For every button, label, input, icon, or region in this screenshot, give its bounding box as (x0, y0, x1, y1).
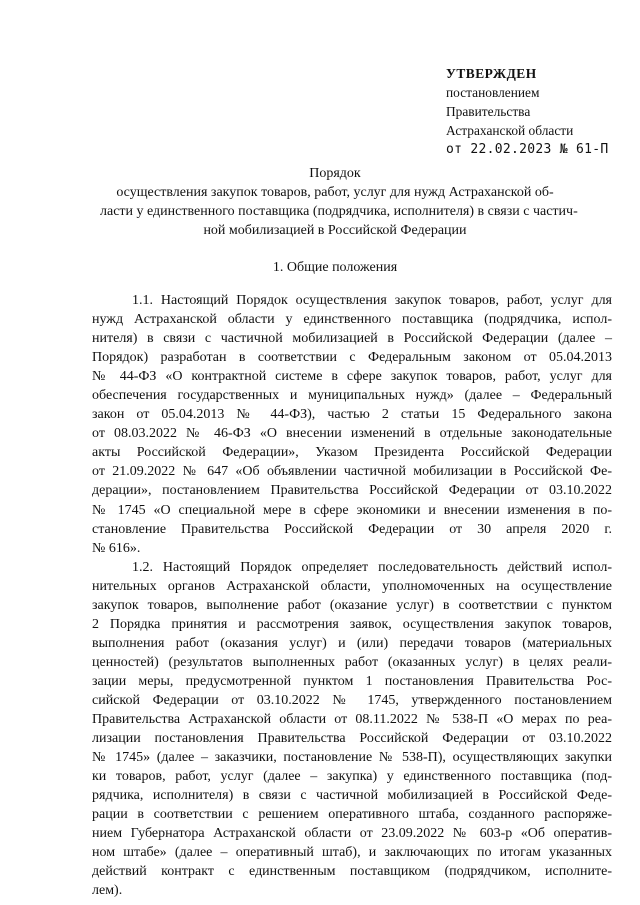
text-line: от 08.03.2022 № 46-ФЗ «О внесении изменений в отдельные законодательные (92, 426, 612, 442)
text-line: рации в соответствии с решением оперативного штаба, созданного распоряже- (92, 807, 612, 823)
title-heading: Порядок (309, 166, 361, 181)
approval-heading: УТВЕРЖДЕН (446, 66, 537, 81)
paragraph-1-2 (92, 558, 612, 901)
text-line: сийской Федерации от 03.10.2022 № 1745, утвержденного постановлением (92, 692, 612, 708)
text-line: выполнения работ (оказания услуг) и (или) передачи товаров (материальных (92, 635, 612, 651)
text-line: акты Российской Федерации», Указом Президента Российской Федерации (92, 445, 612, 461)
title-line: осуществления закупок товаров, работ, услуг для нужд Астраханской об- (116, 185, 554, 200)
approval-stamp-block (446, 64, 626, 159)
text-line: становление Правительства Российской Федерации от 30 апреля 2020 г. (92, 521, 612, 537)
section-heading: 1. Общие положения (272, 260, 398, 275)
paragraph-1-1 (92, 291, 612, 558)
text-line: № 1745 «О специальной мере в сфере экономики и внесении изменения в по- (92, 502, 612, 518)
text-line: ки товаров, работ, услуг (далее – закупка) у единственного поставщика (под- (92, 769, 612, 785)
text-line: № 616». (92, 540, 141, 556)
text-line: № 44-ФЗ «О контрактной системе в сфере закупок товаров, работ, услуг для (92, 369, 612, 385)
text-line: нительных органов Астраханской области, уполномоченных на осуществление (92, 578, 612, 594)
approval-line: Астраханской области (446, 123, 574, 138)
text-line: от 21.09.2022 № 647 «Об объявлении частичной мобилизации в Российской Фе- (92, 464, 612, 480)
text-line: лизации постановления Правительства Российской Федерации от 03.10.2022 (92, 731, 612, 747)
text-line: закон от 05.04.2013 № 44-ФЗ), частью 2 статьи 15 Федерального закона (92, 407, 612, 423)
text-line: дерации», постановлением Правительства Российской Федерации от 03.10.2022 (92, 483, 612, 499)
text-line: Правительства Астраханской области от 08.11.2022 № 538-П «О мерах по реа- (92, 712, 612, 728)
text-line: нужд Астраханской области у единственного поставщика (подрядчика, испол- (92, 312, 612, 328)
approval-line: постановлением (446, 85, 540, 100)
text-line: зации меры, предусмотренной пунктом 1 постановления Правительства Рос- (92, 673, 612, 689)
text-line: Порядок) разработан в соответствии с Федеральным законом от 05.04.2013 (92, 350, 612, 366)
text-line: № 1745» (далее – заказчики, постановление № 538-П), осуществляющих закупки (92, 750, 612, 766)
text-line: закупок товаров, выполнение работ (оказание услуг) в соответствии с пунктом (92, 597, 612, 613)
text-line: 2 Порядка принятия и рассмотрения заявок, осуществления закупок товаров, (92, 616, 612, 632)
document-body (92, 291, 612, 901)
text-line: нителя) в связи с частичной мобилизацией в Российской Федерации (далее – (92, 331, 612, 347)
text-line: 1.2. Настоящий Порядок определяет последовательность действий испол- (132, 559, 612, 575)
text-line: лем). (92, 883, 123, 899)
title-line: ласти у единственного поставщика (подрядчика, исполнителя) в связи с частич- (100, 204, 578, 219)
text-line: 1.1. Настоящий Порядок осуществления закупок товаров, работ, услуг для (132, 293, 612, 308)
title-line: ной мобилизацией в Российской Федерации (203, 223, 467, 238)
document-title (100, 164, 578, 240)
approval-line: Правительства (446, 104, 531, 119)
text-line: ценностей) (результатов выполненных работ (оказанных услуг) в целях реали- (92, 654, 612, 670)
text-line: нием Губернатора Астраханской области от 23.09.2022 № 603-р «Об оператив- (92, 826, 612, 842)
text-line: ном штабе» (далее – оперативный штаб), и заключающих по итогам указанных (92, 845, 612, 861)
approval-date-line: от 22.02.2023 № 61-П (446, 142, 609, 157)
text-line: обеспечения государственных и муниципальных нужд» (далее – Федеральный (92, 388, 612, 404)
text-line: рядчика, исполнителя) в связи с частичной мобилизацией в Российской Феде- (92, 788, 612, 804)
text-line: действий контракт с единственным поставщиком (подрядчиком, исполните- (92, 864, 612, 880)
